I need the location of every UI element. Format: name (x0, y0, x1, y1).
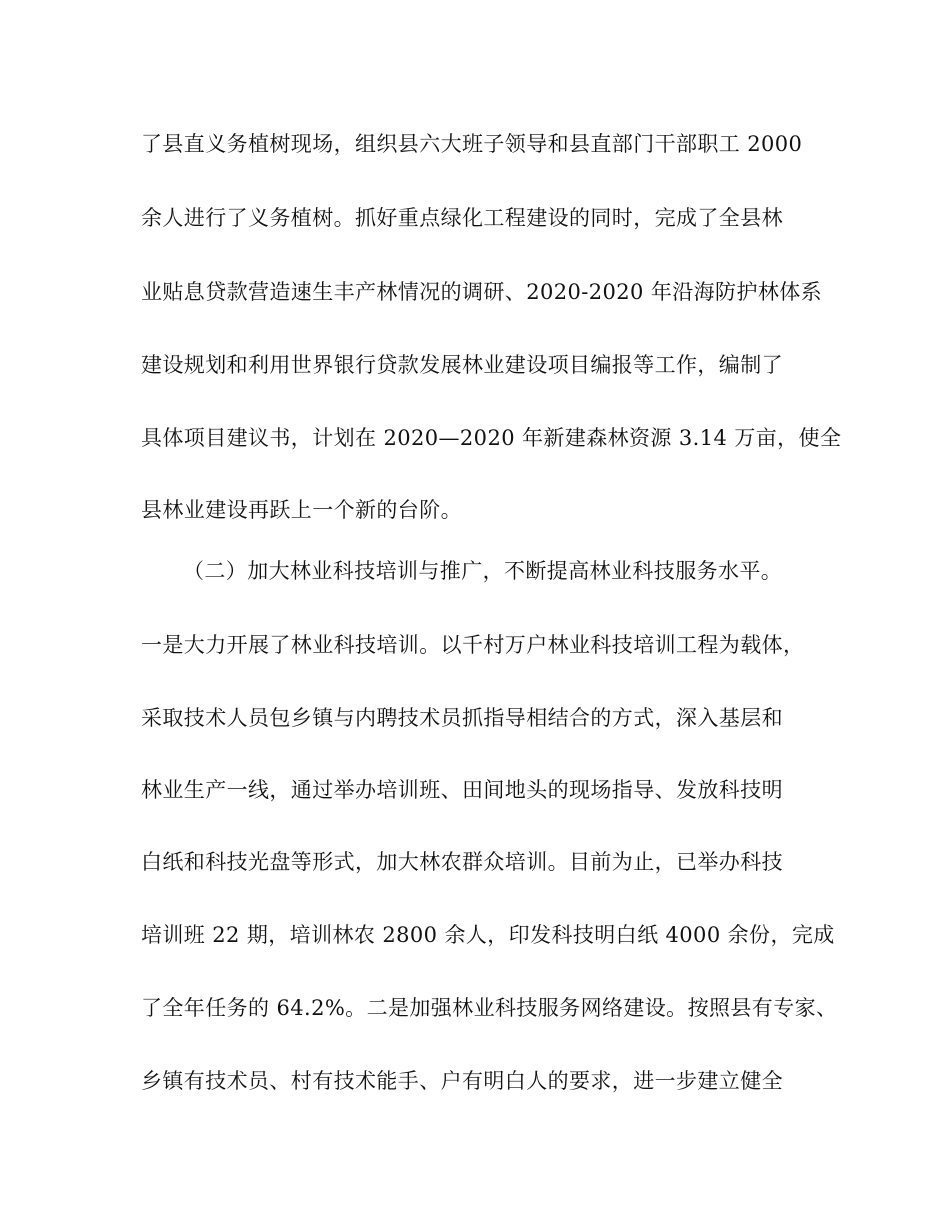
paragraph-line: 了全年任务的 64.2%。二是加强林业科技服务网络建设。按照县有专家、 (141, 996, 838, 1020)
paragraph-line: 林业生产一线，通过举办培训班、田间地头的现场指导、发放科技明 (141, 778, 783, 802)
paragraph-line: 了县直义务植树现场，组织县六大班子领导和县直部门干部职工 2000 (141, 132, 803, 156)
paragraph-line: 县林业建设再跃上一个新的台阶。 (141, 498, 462, 522)
paragraph-line: 白纸和科技光盘等形式，加大林农群众培训。目前为止，已举办科技 (141, 850, 783, 874)
paragraph-line: 余人进行了义务植树。抓好重点绿化工程建设的同时，完成了全县林 (141, 206, 783, 230)
paragraph-line: 建设规划和利用世界银行贷款发展林业建设项目编报等工作，编制了 (141, 353, 783, 377)
paragraph-line: 乡镇有技术员、村有技术能手、户有明白人的要求，进一步建立健全 (141, 1069, 783, 1093)
section-heading: （二）加大林业科技培训与推广，不断提高林业科技服务水平。 (183, 559, 783, 583)
paragraph-line: 培训班 22 期，培训林农 2800 余人，印发科技明白纸 4000 余份，完成 (141, 923, 835, 947)
paragraph-line: 一是大力开展了林业科技培训。以千村万户林业科技培训工程为载体， (141, 633, 805, 657)
paragraph-line: 具体项目建议书，计划在 2020—2020 年新建森林资源 3.14 万亩，使全 (141, 426, 842, 450)
paragraph-line: 采取技术人员包乡镇与内聘技术员抓指导相结合的方式，深入基层和 (141, 706, 783, 730)
paragraph-line: 业贴息贷款营造速生丰产林情况的调研、2020-2020 年沿海防护林体系 (141, 280, 823, 304)
